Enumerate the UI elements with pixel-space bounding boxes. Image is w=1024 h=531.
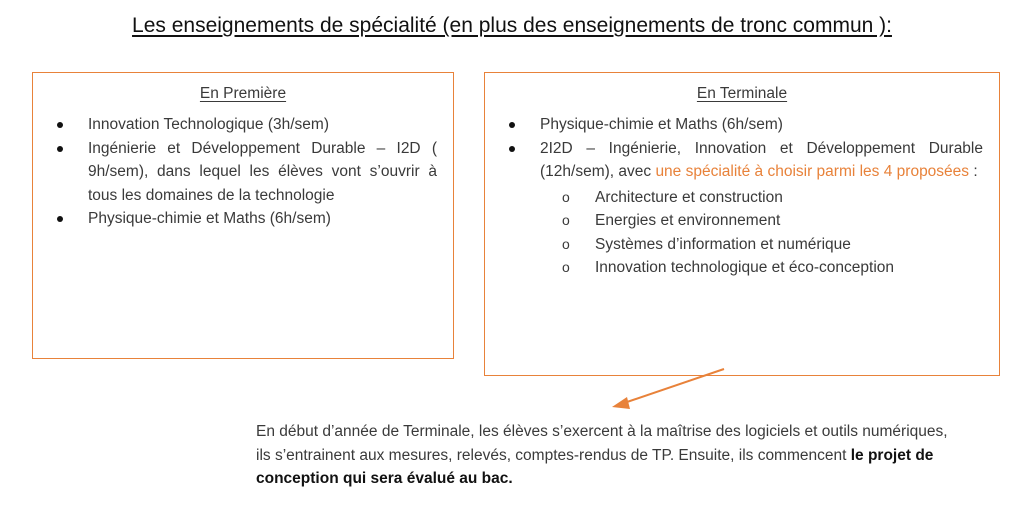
circle-bullet-icon: o [562,188,570,205]
terminale-note: En début d’année de Terminale, les élèves s’exercent à la maîtrise des logiciels et outils numériques, ils s’entrainent aux mesures, relevés, comptes-rendus de TP. Ensuite, ils commencent le projet de conception qui sera évalué au bac. [256,423,948,487]
circle-bullet-icon: o [562,235,570,252]
highlight-text: une spécialité à choisir parmi les 4 proposées [655,163,970,180]
option-item: o Energies et environnement [540,209,983,233]
options-list [540,186,983,280]
bullet-icon [509,122,515,128]
list-item: Innovation Technologique (3h/sem) [33,113,453,137]
option-item: o Architecture et construction [540,186,983,210]
list-item: Ingénierie et Développement Durable – I2D ( 9h/sem), dans lequel les élèves vont s’ouvrir à tous les domaines de la technologie [33,137,453,208]
premiere-list [33,113,453,231]
option-item: o Innovation technologique et éco-conception [540,256,983,280]
bullet-icon [57,146,63,152]
bullet-icon [57,122,63,128]
circle-bullet-icon: o [562,212,570,228]
bullet-icon [57,216,63,222]
note-bold: le projet de conception qui sera évalué au bac. [256,446,934,487]
page-title: Les enseignements de spécialité (en plus des enseignements de tronc commun ): [132,14,892,37]
option-item: o Systèmes d’information et numérique [540,233,983,257]
list-item: Physique-chimie et Maths (6h/sem) [485,113,999,137]
premiere-box [32,72,454,359]
terminale-heading: En Terminale [696,85,788,102]
terminale-list [485,113,999,280]
terminale-box [484,72,1000,376]
bullet-icon [509,146,515,152]
premiere-heading: En Première [199,85,287,102]
circle-bullet-icon: o [562,259,570,275]
list-item: Physique-chimie et Maths (6h/sem) [33,207,453,231]
list-item: 2I2D – Ingénierie, Innovation et Développement Durable (12h/sem), avec une spécialité à choisir parmi les 4 proposées : o Architecture et construction o Energies et environnement o Systèmes d’information et numérique o Innovation technologique et éco-conception [485,137,999,280]
